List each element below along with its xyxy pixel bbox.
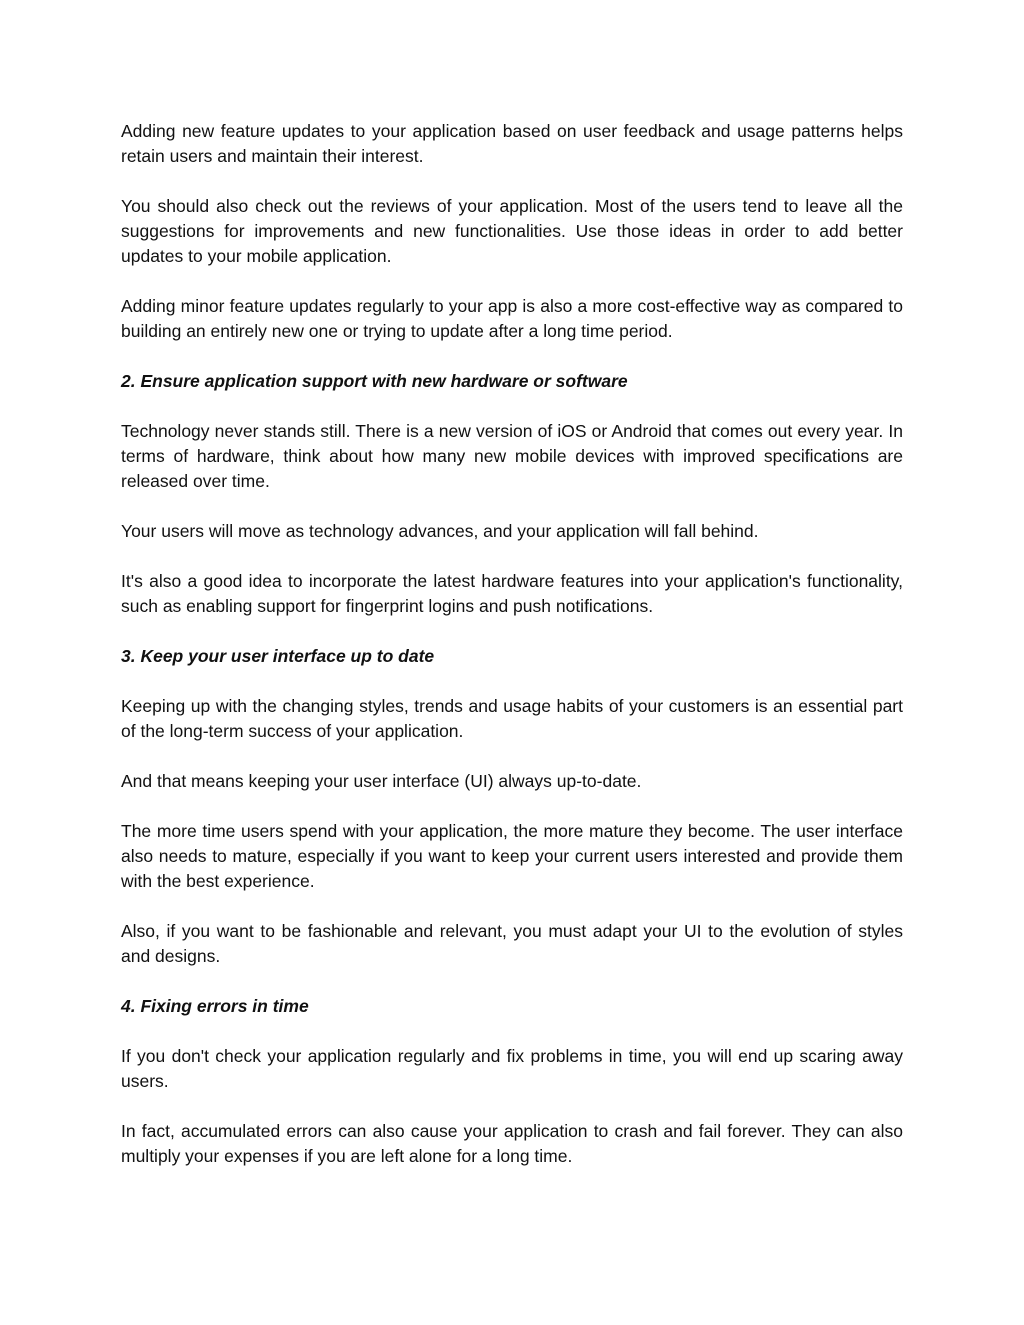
heading-hardware-software-support: 2. Ensure application support with new hardware or software xyxy=(121,371,628,391)
paragraph-ui-up-to-date: And that means keeping your user interface (UI) always up-to-date. xyxy=(121,771,642,791)
paragraph-minor-updates: Adding minor feature updates regularly to your app is also a more cost-effective way as compared to building an entirely new one or trying to update after a long time period. xyxy=(121,296,903,341)
paragraph-technology-never-stands-still: Technology never stands still. There is a new version of iOS or Android that comes out every year. In terms of hardware, think about how many new mobile devices with improved specifications are released over time. xyxy=(121,421,903,491)
paragraph-check-regularly: If you don't check your application regularly and fix problems in time, you will end up scaring away users. xyxy=(121,1046,903,1091)
paragraph-accumulated-errors: In fact, accumulated errors can also cause your application to crash and fail forever. They can also multiply your expenses if you are left alone for a long time. xyxy=(121,1121,903,1166)
document-page xyxy=(121,119,903,1194)
paragraph-changing-styles: Keeping up with the changing styles, trends and usage habits of your customers is an essential part of the long-term success of your application. xyxy=(121,696,903,741)
heading-user-interface-up-to-date: 3. Keep your user interface up to date xyxy=(121,646,435,666)
paragraph-hardware-features: It's also a good idea to incorporate the latest hardware features into your application's functionality, such as enabling support for fingerprint logins and push notifications. xyxy=(121,571,903,616)
paragraph-check-reviews: You should also check out the reviews of your application. Most of the users tend to leave all the suggestions for improvements and new functionalities. Use those ideas in order to add better updates to your mobile application. xyxy=(121,196,903,266)
paragraph-fashionable-relevant: Also, if you want to be fashionable and relevant, you must adapt your UI to the evolution of styles and designs. xyxy=(121,921,903,966)
paragraph-feature-updates: Adding new feature updates to your application based on user feedback and usage patterns helps retain users and maintain their interest. xyxy=(121,121,903,166)
paragraph-ui-mature: The more time users spend with your application, the more mature they become. The user interface also needs to mature, especially if you want to keep your current users interested and provide them with the best experience. xyxy=(121,821,903,891)
paragraph-users-move: Your users will move as technology advances, and your application will fall behind. xyxy=(121,521,759,541)
heading-fixing-errors: 4. Fixing errors in time xyxy=(121,996,309,1016)
